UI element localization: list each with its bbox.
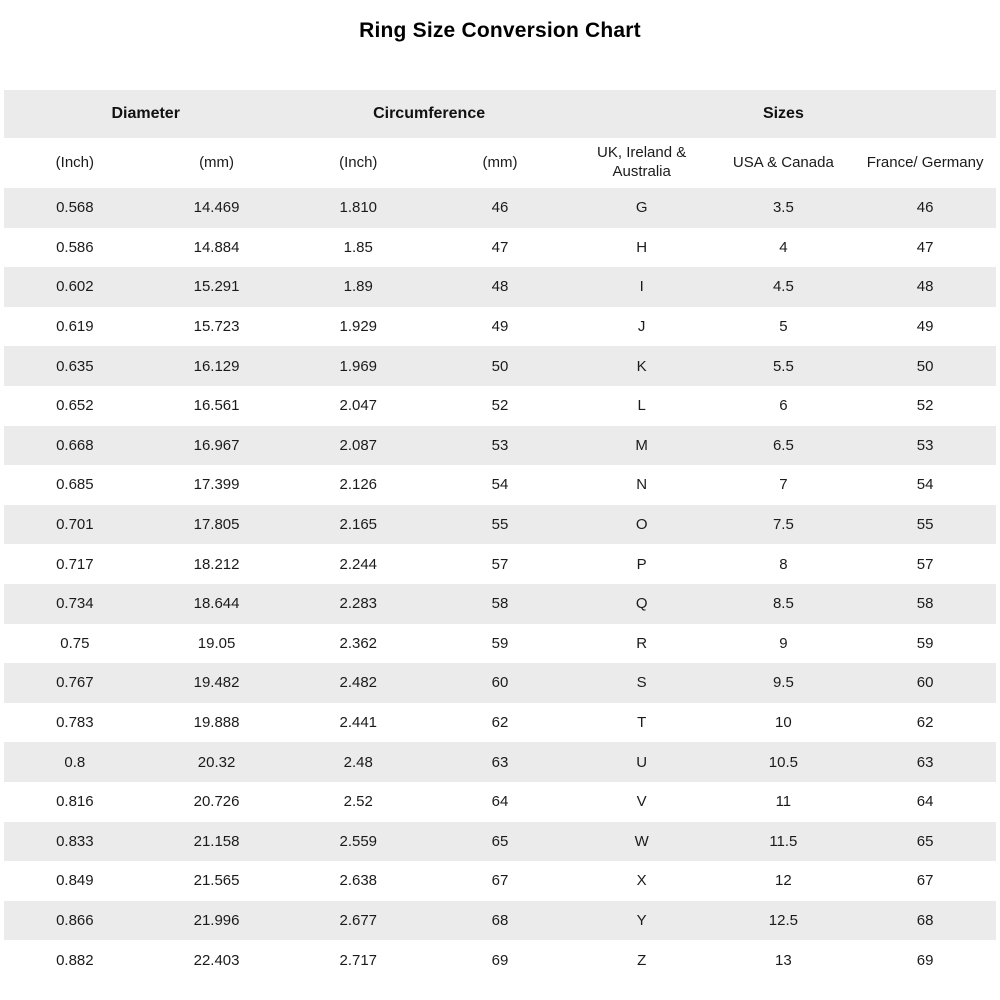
- cell-circumference-mm: 68: [491, 911, 509, 929]
- cell-diameter-mm: 16.129: [193, 357, 240, 375]
- table-row: [4, 465, 996, 505]
- table-header: [4, 90, 996, 188]
- cell-size-usa-canada: 11.5: [769, 832, 798, 850]
- cell-diameter-mm: 22.403: [193, 951, 240, 969]
- cell-circumference-inch: 2.677: [339, 911, 378, 929]
- group-header-row: [4, 90, 996, 138]
- cell-diameter-mm: 19.05: [197, 634, 236, 652]
- cell-size-france-germany: 68: [916, 911, 934, 929]
- cell-circumference-mm: 49: [491, 318, 509, 336]
- cell-diameter-inch: 0.767: [56, 674, 94, 692]
- cell-size-france-germany: 53: [916, 436, 934, 454]
- cell-diameter-inch: 0.586: [56, 238, 94, 256]
- cell-size-usa-canada: 12.5: [768, 911, 798, 929]
- cell-circumference-inch: 2.362: [339, 634, 378, 652]
- cell-size-france-germany: 54: [916, 476, 934, 494]
- table-row: [4, 544, 996, 584]
- cell-diameter-inch: 0.849: [56, 872, 94, 890]
- cell-size-uk-ireland-australia: X: [636, 872, 647, 890]
- cell-diameter-mm: 20.32: [197, 753, 236, 771]
- table-row: [4, 663, 996, 703]
- cell-size-usa-canada: 4: [779, 238, 788, 256]
- cell-circumference-inch: 2.126: [339, 476, 378, 494]
- cell-circumference-mm: 62: [491, 714, 509, 732]
- table-row: [4, 188, 996, 228]
- cell-size-france-germany: 57: [916, 555, 934, 573]
- cell-diameter-mm: 17.399: [193, 476, 240, 494]
- cell-size-usa-canada: 4.5: [772, 278, 794, 296]
- cell-diameter-inch: 0.619: [56, 318, 94, 336]
- group-header-sizes: Sizes: [571, 90, 996, 138]
- cell-size-france-germany: 63: [916, 753, 934, 771]
- cell-diameter-inch: 0.602: [56, 278, 94, 296]
- cell-size-france-germany: 69: [916, 951, 934, 969]
- cell-circumference-inch: 2.717: [339, 951, 378, 969]
- cell-circumference-mm: 57: [491, 555, 509, 573]
- cell-diameter-mm: 14.884: [193, 238, 240, 256]
- table-row: [4, 426, 996, 466]
- cell-size-uk-ireland-australia: Y: [636, 911, 647, 929]
- cell-diameter-inch: 0.833: [56, 832, 94, 850]
- cell-diameter-mm: 21.158: [193, 832, 240, 850]
- table-row: [4, 267, 996, 307]
- cell-size-uk-ireland-australia: R: [636, 634, 648, 652]
- table-row: [4, 861, 996, 901]
- cell-size-france-germany: 48: [916, 278, 934, 296]
- cell-diameter-mm: 14.469: [193, 199, 240, 217]
- cell-diameter-mm: 17.805: [193, 516, 240, 534]
- cell-size-usa-canada: 9: [779, 634, 788, 652]
- table-row: [4, 228, 996, 268]
- cell-circumference-inch: 1.929: [339, 318, 378, 336]
- cell-circumference-inch: 2.638: [339, 872, 378, 890]
- cell-circumference-mm: 54: [491, 476, 509, 494]
- cell-diameter-mm: 18.212: [193, 555, 240, 573]
- cell-diameter-inch: 0.685: [56, 476, 94, 494]
- cell-size-france-germany: 55: [916, 516, 934, 534]
- cell-circumference-mm: 52: [491, 397, 509, 415]
- cell-diameter-inch: 0.635: [56, 357, 94, 375]
- cell-diameter-mm: 21.996: [193, 911, 240, 929]
- cell-diameter-inch: 0.866: [56, 911, 94, 929]
- cell-size-usa-canada: 5: [779, 318, 788, 336]
- cell-size-uk-ireland-australia: K: [636, 357, 647, 375]
- table-row: [4, 901, 996, 941]
- cell-circumference-mm: 47: [491, 238, 509, 256]
- cell-diameter-inch: 0.783: [56, 714, 94, 732]
- cell-size-france-germany: 58: [916, 595, 934, 613]
- column-header-row: [4, 138, 996, 188]
- cell-circumference-inch: 1.810: [339, 199, 378, 217]
- cell-diameter-mm: 18.644: [193, 595, 240, 613]
- cell-circumference-inch: 2.559: [339, 832, 378, 850]
- cell-circumference-inch: 2.52: [343, 793, 373, 811]
- cell-size-france-germany: 49: [916, 318, 934, 336]
- table-row: [4, 703, 996, 743]
- cell-size-uk-ireland-australia: V: [636, 793, 647, 811]
- cell-diameter-inch: 0.8: [64, 753, 86, 771]
- cell-circumference-mm: 50: [491, 357, 509, 375]
- cell-size-usa-canada: 12: [775, 872, 792, 890]
- cell-circumference-mm: 48: [491, 278, 509, 296]
- cell-size-france-germany: 50: [916, 357, 934, 375]
- cell-size-france-germany: 64: [916, 793, 934, 811]
- cell-circumference-mm: 63: [491, 753, 509, 771]
- table-row: [4, 584, 996, 624]
- column-header-diameter-mm: (mm): [146, 138, 288, 188]
- table-row: [4, 505, 996, 545]
- cell-circumference-mm: 58: [491, 595, 509, 613]
- cell-size-uk-ireland-australia: T: [637, 714, 647, 732]
- cell-size-france-germany: 59: [916, 634, 934, 652]
- cell-size-usa-canada: 3.5: [772, 199, 794, 217]
- cell-circumference-inch: 2.165: [339, 516, 378, 534]
- cell-diameter-inch: 0.652: [56, 397, 94, 415]
- cell-circumference-mm: 64: [491, 793, 509, 811]
- cell-size-usa-canada: 8.5: [772, 595, 794, 613]
- table-row: [4, 782, 996, 822]
- page-title: Ring Size Conversion Chart: [359, 19, 641, 42]
- cell-size-france-germany: 60: [916, 674, 934, 692]
- cell-circumference-mm: 55: [491, 516, 509, 534]
- cell-circumference-mm: 69: [491, 951, 509, 969]
- cell-circumference-mm: 46: [491, 199, 509, 217]
- cell-diameter-inch: 0.668: [56, 436, 94, 454]
- column-header-size-france-germany: France/ Germany: [854, 138, 996, 188]
- cell-size-uk-ireland-australia: H: [636, 238, 648, 256]
- cell-size-usa-canada: 10: [775, 714, 792, 732]
- cell-diameter-mm: 19.482: [193, 674, 240, 692]
- cell-size-uk-ireland-australia: L: [637, 397, 646, 415]
- group-header-circumference: Circumference: [287, 90, 570, 138]
- cell-circumference-inch: 1.969: [339, 357, 378, 375]
- cell-circumference-inch: 2.087: [339, 436, 378, 454]
- cell-circumference-inch: 2.244: [339, 555, 378, 573]
- cell-diameter-mm: 20.726: [193, 793, 240, 811]
- column-header-size-usa-canada: USA & Canada: [713, 138, 855, 188]
- cell-diameter-inch: 0.717: [56, 555, 94, 573]
- cell-size-usa-canada: 9.5: [772, 674, 794, 692]
- cell-size-usa-canada: 5.5: [772, 357, 794, 375]
- table-row: [4, 307, 996, 347]
- cell-size-usa-canada: 11: [775, 793, 792, 811]
- cell-size-usa-canada: 7.5: [772, 516, 794, 534]
- column-header-circumference-mm: (mm): [429, 138, 571, 188]
- cell-size-uk-ireland-australia: G: [635, 199, 648, 217]
- ring-size-table: [4, 90, 996, 980]
- table-body: [4, 188, 996, 980]
- table-row: [4, 742, 996, 782]
- cell-diameter-mm: 19.888: [193, 714, 240, 732]
- cell-circumference-mm: 67: [491, 872, 509, 890]
- table-row: [4, 346, 996, 386]
- cell-size-uk-ireland-australia: J: [637, 318, 646, 336]
- table-row: [4, 940, 996, 980]
- group-header-diameter: Diameter: [4, 90, 287, 138]
- cell-size-uk-ireland-australia: Z: [637, 951, 647, 969]
- cell-diameter-inch: 0.816: [56, 793, 94, 811]
- cell-circumference-inch: 2.047: [339, 397, 378, 415]
- cell-size-uk-ireland-australia: W: [634, 832, 649, 850]
- cell-size-uk-ireland-australia: U: [636, 753, 648, 771]
- cell-diameter-mm: 21.565: [193, 872, 240, 890]
- cell-size-uk-ireland-australia: P: [636, 555, 647, 573]
- cell-circumference-inch: 2.283: [339, 595, 378, 613]
- cell-size-france-germany: 62: [916, 714, 934, 732]
- cell-size-france-germany: 52: [916, 397, 934, 415]
- cell-circumference-mm: 59: [491, 634, 509, 652]
- cell-circumference-inch: 2.48: [343, 753, 373, 771]
- cell-diameter-mm: 16.561: [193, 397, 240, 415]
- cell-size-france-germany: 65: [916, 832, 934, 850]
- cell-diameter-inch: 0.701: [56, 516, 94, 534]
- column-header-circumference-inch: (Inch): [287, 138, 429, 188]
- cell-size-usa-canada: 8: [779, 555, 788, 573]
- table-row: [4, 624, 996, 664]
- table-row: [4, 386, 996, 426]
- cell-diameter-inch: 0.568: [56, 199, 94, 217]
- cell-circumference-mm: 65: [491, 832, 509, 850]
- table-row: [4, 822, 996, 862]
- cell-size-uk-ireland-australia: S: [636, 674, 647, 692]
- cell-size-usa-canada: 13: [775, 951, 792, 969]
- cell-size-uk-ireland-australia: N: [636, 476, 648, 494]
- cell-size-usa-canada: 7: [779, 476, 788, 494]
- column-header-size-uk-ireland-australia: UK, Ireland & Australia: [571, 138, 713, 188]
- cell-diameter-mm: 15.291: [193, 278, 240, 296]
- cell-diameter-inch: 0.734: [56, 595, 94, 613]
- cell-circumference-mm: 53: [491, 436, 509, 454]
- cell-size-usa-canada: 10.5: [768, 753, 798, 771]
- column-header-diameter-inch: (Inch): [4, 138, 146, 188]
- cell-diameter-inch: 0.882: [56, 951, 94, 969]
- cell-size-uk-ireland-australia: Q: [635, 595, 648, 613]
- cell-size-uk-ireland-australia: M: [635, 436, 648, 454]
- cell-circumference-inch: 2.441: [339, 714, 378, 732]
- cell-circumference-inch: 2.482: [339, 674, 378, 692]
- cell-size-france-germany: 46: [916, 199, 934, 217]
- cell-size-france-germany: 47: [916, 238, 934, 256]
- cell-circumference-inch: 1.89: [343, 278, 373, 296]
- cell-size-uk-ireland-australia: O: [635, 516, 648, 534]
- cell-size-uk-ireland-australia: I: [639, 278, 644, 296]
- cell-size-usa-canada: 6.5: [772, 436, 794, 454]
- cell-circumference-mm: 60: [491, 674, 509, 692]
- cell-diameter-mm: 16.967: [193, 436, 240, 454]
- cell-circumference-inch: 1.85: [343, 238, 373, 256]
- cell-size-france-germany: 67: [916, 872, 934, 890]
- cell-size-usa-canada: 6: [779, 397, 788, 415]
- cell-diameter-mm: 15.723: [193, 318, 240, 336]
- cell-diameter-inch: 0.75: [60, 634, 90, 652]
